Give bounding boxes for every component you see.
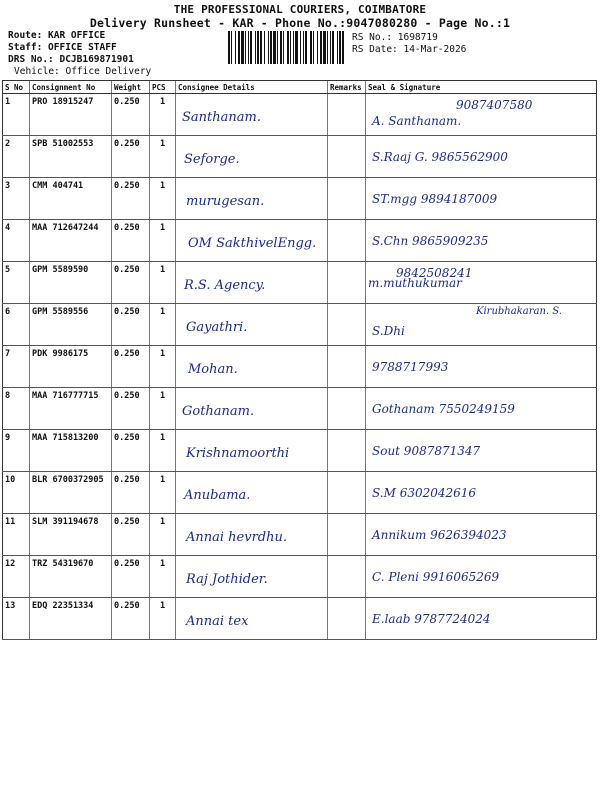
consignment-number: MAA 716777715 [30,388,112,430]
consignment-number: MAA 715813200 [30,430,112,472]
consignee-cell [176,598,328,640]
pcs-value: 1 [150,430,176,472]
signature-cell [366,556,597,598]
signature-cell [366,598,597,640]
serial-number: 7 [3,346,30,388]
pcs-value: 1 [150,136,176,178]
pcs-value: 1 [150,94,176,136]
drs-number: DRS No.: DCJB169871901 [8,54,134,65]
consignment-number: CMM 404741 [30,178,112,220]
consignee-cell [176,388,328,430]
rs-number: RS No.: 1698719 [352,32,438,43]
table-row [3,262,597,304]
table-row [3,136,597,178]
consignee-cell [176,346,328,388]
signature-handwriting: E.laab 9787724024 [372,612,491,626]
serial-number: 4 [3,220,30,262]
serial-number: 5 [3,262,30,304]
col-header-weight: Weight [112,81,150,94]
col-header-sno: S No [3,81,30,94]
consignment-number: SLM 391194678 [30,514,112,556]
signature-handwriting: Sout 9087871347 [372,444,481,458]
signature-handwriting: A. Santhanam. [372,114,462,128]
table-row [3,514,597,556]
signature-handwriting: 9788717993 [372,360,449,374]
signature-handwriting: C. Pleni 9916065269 [372,570,500,584]
table-row [3,220,597,262]
pcs-value: 1 [150,388,176,430]
col-header-consignment: Consignment No [30,81,112,94]
remarks-cell [328,178,366,220]
consignee-handwriting: Raj Jothider. [186,572,268,587]
consignment-number: PDK 9986175 [30,346,112,388]
serial-number: 10 [3,472,30,514]
signature-handwriting: Annikum 9626394023 [372,528,507,542]
consignee-cell [176,556,328,598]
consignee-cell [176,430,328,472]
pcs-value: 1 [150,556,176,598]
remarks-cell [328,514,366,556]
table-row [3,304,597,346]
table-row [3,556,597,598]
weight-value: 0.250 [112,304,150,346]
serial-number: 6 [3,304,30,346]
consignee-handwriting: Annai tex [186,614,249,629]
consignee-handwriting: Gothanam. [182,404,255,419]
col-header-pcs: PCS [150,81,176,94]
serial-number: 8 [3,388,30,430]
pcs-value: 1 [150,262,176,304]
remarks-cell [328,262,366,304]
consignment-number: MAA 712647244 [30,220,112,262]
consignee-cell [176,178,328,220]
consignment-number: GPM 5589590 [30,262,112,304]
table-row [3,346,597,388]
weight-value: 0.250 [112,178,150,220]
signature-handwriting: S.Dhi [372,324,405,338]
signature-cell [366,94,597,136]
route-label: Route: KAR OFFICE [8,30,106,41]
remarks-cell [328,430,366,472]
weight-value: 0.250 [112,430,150,472]
consignee-handwriting: Mohan. [188,362,238,377]
weight-value: 0.250 [112,514,150,556]
serial-number: 11 [3,514,30,556]
remarks-cell [328,472,366,514]
consignee-handwriting: Annai hevrdhu. [186,530,287,545]
staff-label: Staff: OFFICE STAFF [8,42,117,53]
weight-value: 0.250 [112,472,150,514]
col-header-seal: Seal & Signature [366,81,597,94]
weight-value: 0.250 [112,388,150,430]
consignee-cell [176,514,328,556]
signature-handwriting: Gothanam 7550249159 [372,402,515,416]
signature-cell [366,346,597,388]
weight-value: 0.250 [112,262,150,304]
signature-note: 9087407580 [456,98,533,112]
consignment-number: BLR 6700372905 [30,472,112,514]
serial-number: 3 [3,178,30,220]
consignee-cell [176,304,328,346]
remarks-cell [328,346,366,388]
runsheet-title: Delivery Runsheet - KAR - Phone No.:9047080280 - Page No.:1 [89,16,511,30]
signature-cell [366,472,597,514]
pcs-value: 1 [150,598,176,640]
signature-handwriting: S.Chn 9865909235 [372,234,489,248]
barcode-image [228,31,346,64]
consignee-cell [176,136,328,178]
signature-cell [366,220,597,262]
table-row [3,430,597,472]
consignee-cell [176,262,328,304]
signature-cell [366,178,597,220]
weight-value: 0.250 [112,94,150,136]
table-row [3,178,597,220]
signature-handwriting: S.Raaj G. 9865562900 [372,150,508,164]
serial-number: 1 [3,94,30,136]
pcs-value: 1 [150,178,176,220]
table-header-row [3,81,597,94]
consignee-cell [176,472,328,514]
signature-cell [366,136,597,178]
remarks-cell [328,136,366,178]
remarks-cell [328,220,366,262]
consignment-number: SPB 51002553 [30,136,112,178]
table-row [3,598,597,640]
signature-handwriting: ST.mgg 9894187009 [372,192,498,206]
table-row [3,94,597,136]
signature-cell [366,304,597,346]
pcs-value: 1 [150,514,176,556]
signature-handwriting: S.M 6302042616 [372,486,477,500]
col-header-consignee: Consignee Details [176,81,328,94]
runsheet-table [2,80,597,640]
consignee-handwriting: murugesan. [186,194,265,209]
consignee-handwriting: OM SakthivelEngg. [188,236,317,251]
signature-handwriting: m.muthukumar [368,276,462,290]
serial-number: 12 [3,556,30,598]
pcs-value: 1 [150,472,176,514]
remarks-cell [328,304,366,346]
remarks-cell [328,598,366,640]
signature-cell [366,514,597,556]
signature-cell [366,388,597,430]
pcs-value: 1 [150,346,176,388]
serial-number: 2 [3,136,30,178]
consignee-handwriting: Gayathri. [186,320,248,335]
table-row [3,472,597,514]
serial-number: 9 [3,430,30,472]
company-title: THE PROFESSIONAL COURIERS, COIMBATORE [173,3,427,16]
weight-value: 0.250 [112,136,150,178]
serial-number: 13 [3,598,30,640]
rs-date: RS Date: 14-Mar-2026 [352,44,467,55]
consignment-number: EDQ 22351334 [30,598,112,640]
consignee-cell [176,94,328,136]
consignee-handwriting: Seforge. [184,152,240,167]
signature-note: 9842508241 [396,266,473,280]
consignee-cell [176,220,328,262]
weight-value: 0.250 [112,346,150,388]
consignee-handwriting: Krishnamoorthi [186,446,290,461]
remarks-cell [328,94,366,136]
vehicle-label: Vehicle: Office Delivery [14,66,152,77]
weight-value: 0.250 [112,556,150,598]
col-header-remarks: Remarks [328,81,366,94]
remarks-cell [328,388,366,430]
pcs-value: 1 [150,304,176,346]
consignee-handwriting: Anubama. [184,488,251,503]
table-row [3,388,597,430]
remarks-cell [328,556,366,598]
consignment-number: PRO 18915247 [30,94,112,136]
consignee-handwriting: Santhanam. [182,110,261,125]
signature-cell [366,262,597,304]
consignment-number: TRZ 54319670 [30,556,112,598]
signature-cell [366,430,597,472]
weight-value: 0.250 [112,220,150,262]
consignment-number: GPM 5589556 [30,304,112,346]
signature-note: Kirubhakaran. S. [476,306,562,317]
weight-value: 0.250 [112,598,150,640]
pcs-value: 1 [150,220,176,262]
consignee-handwriting: R.S. Agency. [184,278,266,293]
